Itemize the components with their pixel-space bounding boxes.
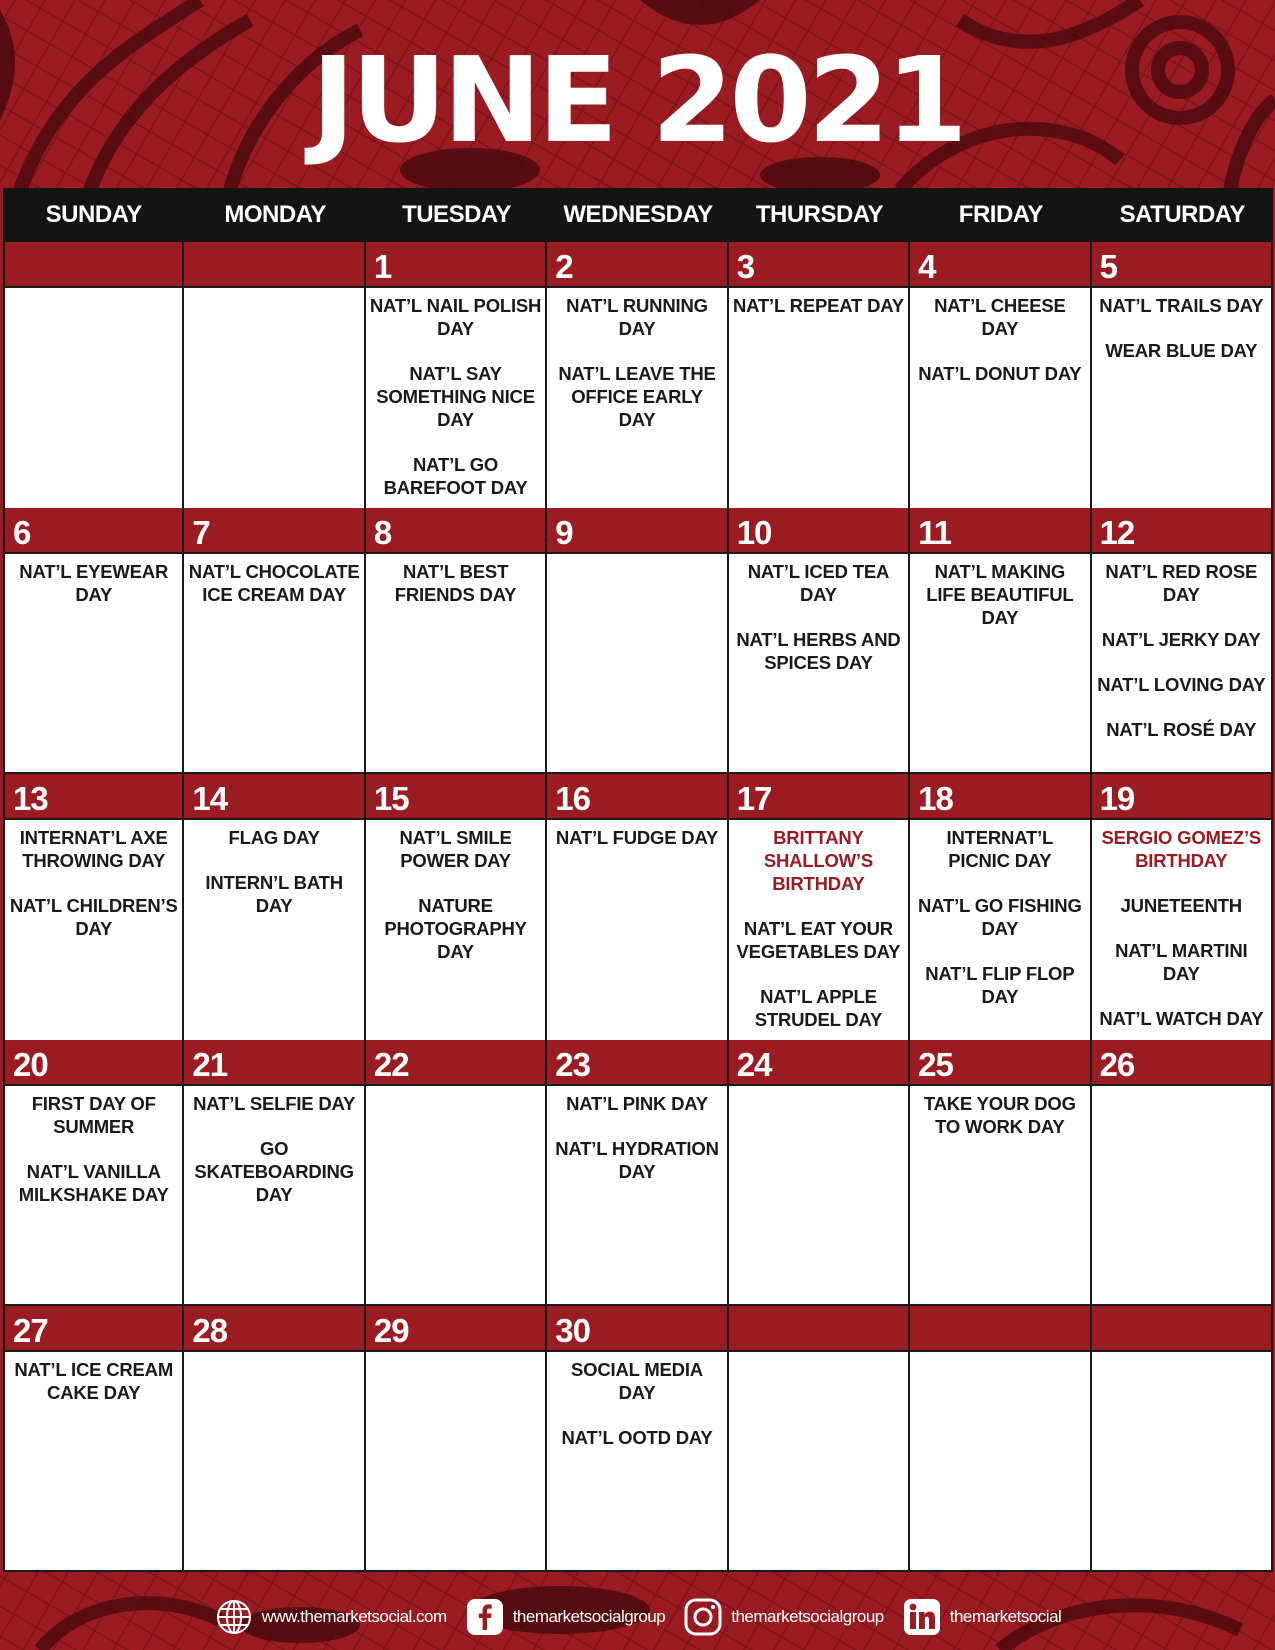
day-number — [5, 242, 182, 288]
event-label: NAT’L CHILDREN’S DAY — [9, 895, 178, 939]
weekday-header-row — [3, 188, 1273, 242]
day-number: 28 — [184, 1306, 363, 1352]
day-events — [910, 1086, 1089, 1304]
instagram-text: themarketsocialgroup — [731, 1607, 884, 1626]
day-cell-27 — [3, 1306, 184, 1572]
event-label: NAT’L DONUT DAY — [918, 363, 1082, 384]
day-number — [729, 1306, 908, 1352]
event-label: NAT’L REPEAT DAY — [732, 295, 904, 316]
event-label: JUNETEENTH — [1120, 895, 1242, 916]
website-link[interactable] — [214, 1597, 447, 1637]
linkedin-text: themarketsocial — [949, 1607, 1062, 1626]
weekday-tuesday: TUESDAY — [402, 201, 512, 228]
day-cell-25 — [910, 1040, 1091, 1306]
day-events — [729, 288, 908, 521]
day-cell-22 — [366, 1040, 547, 1306]
event-label: NAT’L EYEWEAR DAY — [19, 561, 169, 605]
day-number: 11 — [910, 508, 1089, 554]
day-cell-18 — [910, 774, 1091, 1055]
day-events — [547, 1086, 726, 1304]
day-events — [5, 288, 182, 521]
day-number: 19 — [1092, 774, 1271, 820]
week-row — [3, 1040, 1273, 1306]
day-number: 30 — [547, 1306, 726, 1352]
event-label: NAT’L VANILLA MILKSHAKE DAY — [18, 1161, 169, 1205]
event-label: NAT’L SMILE POWER DAY — [399, 827, 512, 871]
day-events — [547, 1352, 726, 1570]
week-row — [3, 508, 1273, 774]
social-footer — [0, 1592, 1275, 1642]
day-cell-7 — [184, 508, 365, 774]
day-events — [1092, 820, 1271, 1053]
day-events — [547, 288, 726, 521]
event-label: NAT’L LOVING DAY — [1097, 674, 1266, 695]
day-cell-24 — [729, 1040, 910, 1306]
day-cell-21 — [184, 1040, 365, 1306]
day-number: 13 — [5, 774, 182, 820]
day-events — [184, 554, 363, 772]
event-label: NATURE PHOTOGRAPHY DAY — [384, 895, 527, 962]
event-label: INTERNAT’L AXE THROWING DAY — [19, 827, 168, 871]
day-events — [184, 1352, 363, 1570]
event-label: NAT’L RED ROSE DAY — [1105, 561, 1258, 605]
day-cell-13 — [3, 774, 184, 1055]
day-events — [729, 820, 908, 1053]
event-label: INTERNAT’L PICNIC DAY — [946, 827, 1054, 871]
event-label: NAT’L TRAILS DAY — [1099, 295, 1264, 316]
week-row — [3, 774, 1273, 1040]
event-label: NAT’L RUNNING DAY — [566, 295, 708, 339]
day-events — [366, 820, 545, 1053]
weekday-monday: MONDAY — [224, 201, 326, 228]
event-label: NAT’L PINK DAY — [566, 1093, 708, 1114]
day-cell-29 — [366, 1306, 547, 1572]
event-label: NAT’L FUDGE DAY — [555, 827, 719, 848]
day-number: 29 — [366, 1306, 545, 1352]
website-text: www.themarketsocial.com — [261, 1607, 447, 1626]
day-number: 8 — [366, 508, 545, 554]
empty-day-cell — [184, 242, 365, 523]
day-number: 16 — [547, 774, 726, 820]
event-label: NAT’L LEAVE THE OFFICE EARLY DAY — [558, 363, 716, 430]
day-events — [1092, 1352, 1271, 1570]
page-title: JUNE 2021 — [311, 31, 964, 169]
week-row — [3, 1306, 1273, 1572]
weekday-thursday: THURSDAY — [755, 201, 883, 228]
day-events — [184, 820, 363, 1053]
day-cell-10 — [729, 508, 910, 774]
day-cell-30 — [547, 1306, 728, 1572]
instagram-icon — [683, 1597, 723, 1637]
day-number: 24 — [729, 1040, 908, 1086]
globe-icon — [214, 1597, 254, 1637]
day-cell-2 — [547, 242, 728, 523]
event-label: NAT’L SAY SOMETHING NICE DAY — [376, 363, 535, 430]
day-number: 6 — [5, 508, 182, 554]
day-number: 23 — [547, 1040, 726, 1086]
day-number: 7 — [184, 508, 363, 554]
day-cell-3 — [729, 242, 910, 523]
event-label: NAT’L FLIP FLOP DAY — [925, 963, 1075, 1007]
day-number — [1092, 1306, 1271, 1352]
day-number: 25 — [910, 1040, 1089, 1086]
day-number: 21 — [184, 1040, 363, 1086]
day-number: 10 — [729, 508, 908, 554]
event-label: FLAG DAY — [228, 827, 320, 848]
day-events — [5, 1086, 182, 1304]
instagram-link[interactable] — [683, 1597, 884, 1637]
day-events — [1092, 1086, 1271, 1304]
birthday-event: SERGIO GOMEZ’S BIRTHDAY — [1101, 827, 1262, 871]
weekday-saturday: SATURDAY — [1119, 201, 1245, 228]
day-cell-19 — [1092, 774, 1273, 1055]
day-events — [366, 1352, 545, 1570]
day-number: 26 — [1092, 1040, 1271, 1086]
day-number: 15 — [366, 774, 545, 820]
event-label: NAT’L NAIL POLISH DAY — [369, 295, 542, 339]
event-label: GO SKATEBOARDING DAY — [194, 1138, 354, 1205]
birthday-event: BRITTANY SHALLOW’S BIRTHDAY — [763, 827, 874, 894]
day-cell-28 — [184, 1306, 365, 1572]
facebook-text: themarketsocialgroup — [512, 1607, 666, 1626]
day-cell-1 — [366, 242, 547, 523]
day-events — [1092, 288, 1271, 521]
day-cell-5 — [1092, 242, 1273, 523]
week-row — [3, 242, 1273, 508]
day-events — [729, 1086, 908, 1304]
calendar-weeks — [3, 242, 1273, 1572]
event-label: NAT’L EAT YOUR VEGETABLES DAY — [736, 918, 901, 962]
event-label: NAT’L HERBS AND SPICES DAY — [736, 629, 901, 673]
day-number: 9 — [547, 508, 726, 554]
day-cell-4 — [910, 242, 1091, 523]
day-cell-17 — [729, 774, 910, 1055]
event-label: NAT’L HYDRATION DAY — [555, 1138, 719, 1182]
day-events — [1092, 554, 1271, 772]
event-label: NAT’L BEST FRIENDS DAY — [394, 561, 517, 605]
event-label: NAT’L MAKING LIFE BEAUTIFUL DAY — [926, 561, 1074, 628]
day-number: 27 — [5, 1306, 182, 1352]
event-label: INTERN’L BATH DAY — [205, 872, 343, 916]
linkedin-link[interactable] — [902, 1597, 1062, 1637]
day-events — [910, 1352, 1089, 1570]
empty-day-cell — [3, 242, 184, 523]
day-events — [366, 554, 545, 772]
day-cell-6 — [3, 508, 184, 774]
event-label: NAT’L ROSÉ DAY — [1106, 719, 1257, 740]
facebook-icon — [465, 1597, 505, 1637]
day-number: 12 — [1092, 508, 1271, 554]
event-label: NAT’L SELFIE DAY — [193, 1093, 356, 1114]
day-cell-8 — [366, 508, 547, 774]
day-events — [910, 288, 1089, 521]
day-number — [184, 242, 363, 288]
day-number: 22 — [366, 1040, 545, 1086]
day-events — [729, 1352, 908, 1570]
day-cell-16 — [547, 774, 728, 1055]
event-label: NAT’L MARTINI DAY — [1115, 940, 1248, 984]
day-events — [184, 1086, 363, 1304]
day-cell-23 — [547, 1040, 728, 1306]
day-cell-20 — [3, 1040, 184, 1306]
day-cell-15 — [366, 774, 547, 1055]
day-cell-26 — [1092, 1040, 1273, 1306]
day-number: 5 — [1092, 242, 1271, 288]
event-label: NAT’L ICED TEA DAY — [747, 561, 890, 605]
day-events — [5, 820, 182, 1053]
event-label: WEAR BLUE DAY — [1105, 340, 1258, 361]
weekday-sunday: SUNDAY — [45, 201, 142, 228]
event-label: TAKE YOUR DOG TO WORK DAY — [923, 1093, 1076, 1137]
empty-day-cell — [729, 1306, 910, 1572]
day-number: 1 — [366, 242, 545, 288]
day-cell-9 — [547, 508, 728, 774]
day-number — [910, 1306, 1089, 1352]
event-label: FIRST DAY OF SUMMER — [31, 1093, 156, 1137]
facebook-link[interactable] — [465, 1597, 666, 1637]
event-label: NAT’L OOTD DAY — [561, 1427, 713, 1448]
weekday-friday: FRIDAY — [958, 201, 1043, 228]
event-label: SOCIAL MEDIA DAY — [571, 1359, 703, 1403]
day-events — [910, 554, 1089, 772]
day-events — [547, 554, 726, 772]
event-label: NAT’L WATCH DAY — [1099, 1008, 1264, 1029]
empty-day-cell — [1092, 1306, 1273, 1572]
event-label: NAT’L CHEESE DAY — [934, 295, 1066, 339]
linkedin-icon — [902, 1597, 942, 1637]
day-number: 4 — [910, 242, 1089, 288]
event-label: NAT’L JERKY DAY — [1101, 629, 1261, 650]
day-events — [5, 554, 182, 772]
calendar-grid — [3, 188, 1273, 1576]
day-number: 20 — [5, 1040, 182, 1086]
event-label: NAT’L GO FISHING DAY — [918, 895, 1082, 939]
day-events — [366, 1086, 545, 1304]
day-events — [366, 288, 545, 521]
day-cell-12 — [1092, 508, 1273, 774]
event-label: NAT’L APPLE STRUDEL DAY — [754, 986, 883, 1030]
day-events — [184, 288, 363, 521]
day-number: 2 — [547, 242, 726, 288]
weekday-wednesday: WEDNESDAY — [563, 201, 713, 228]
day-number: 18 — [910, 774, 1089, 820]
day-number: 17 — [729, 774, 908, 820]
event-label: NAT’L ICE CREAM CAKE DAY — [14, 1359, 174, 1403]
day-cell-11 — [910, 508, 1091, 774]
day-events — [729, 554, 908, 772]
event-label: NAT’L CHOCOLATE ICE CREAM DAY — [188, 561, 360, 605]
day-number: 3 — [729, 242, 908, 288]
day-events — [910, 820, 1089, 1053]
empty-day-cell — [910, 1306, 1091, 1572]
event-label: NAT’L GO BAREFOOT DAY — [383, 454, 528, 498]
day-cell-14 — [184, 774, 365, 1055]
day-events — [547, 820, 726, 1053]
day-events — [5, 1352, 182, 1570]
day-number: 14 — [184, 774, 363, 820]
